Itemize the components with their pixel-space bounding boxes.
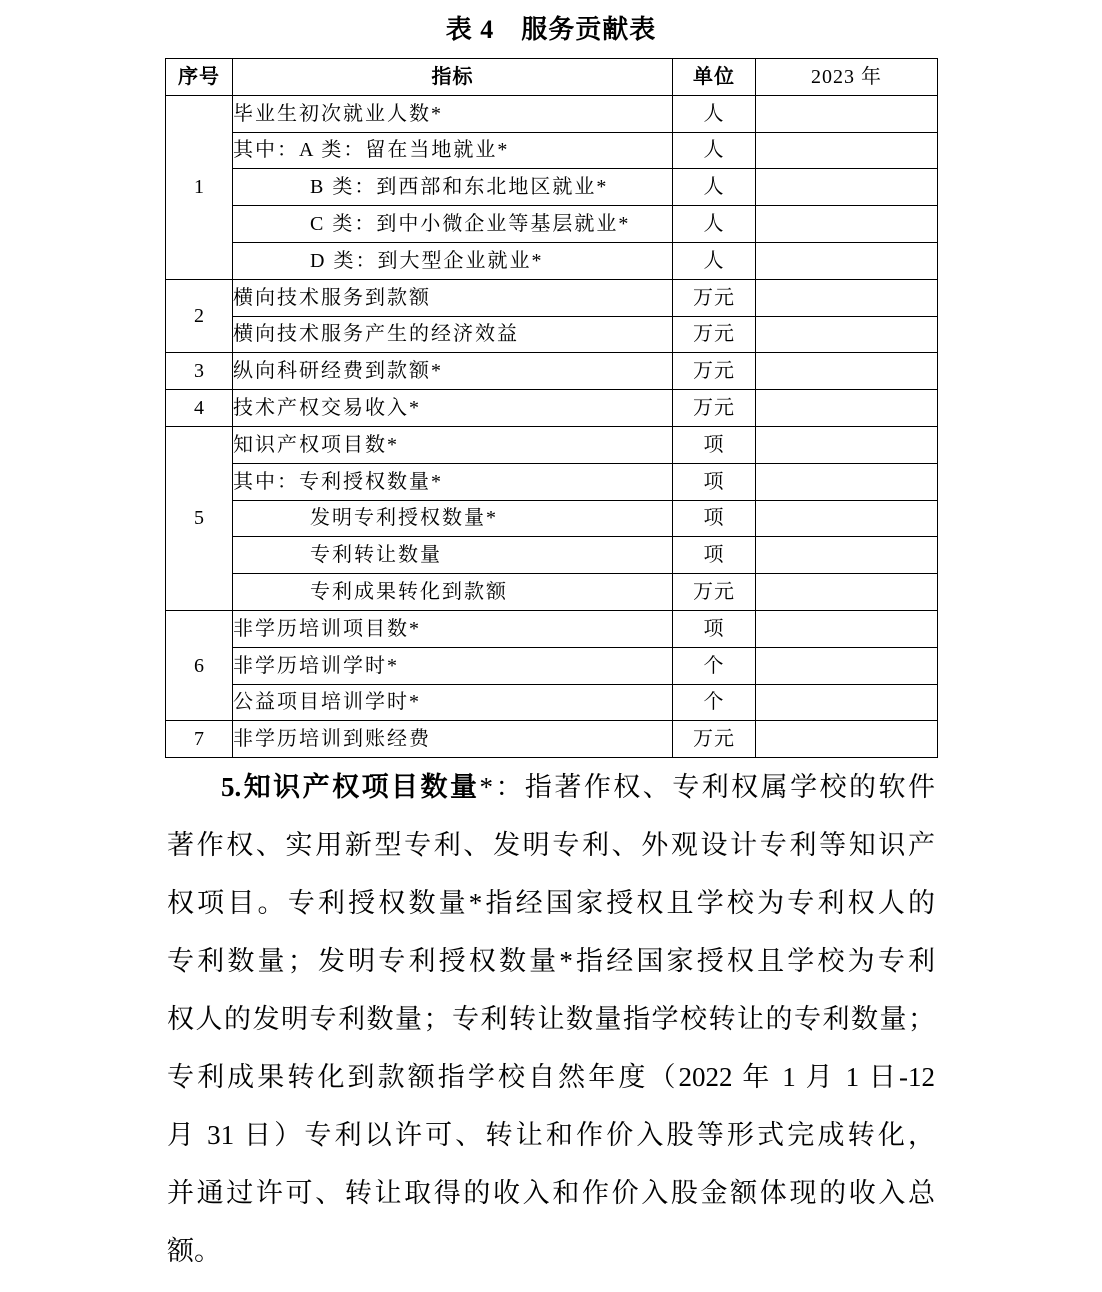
indicator-cell: 非学历培训到账经费 xyxy=(233,721,673,758)
table-row xyxy=(166,95,938,132)
indicator-cell: 技术产权交易收入* xyxy=(233,390,673,427)
value-cell xyxy=(756,206,938,243)
value-cell xyxy=(756,95,938,132)
header-indicator: 指标 xyxy=(233,59,673,96)
table-row xyxy=(166,721,938,758)
value-cell xyxy=(756,574,938,611)
value-cell xyxy=(756,537,938,574)
table-title: 表 4 服务贡献表 xyxy=(445,15,657,44)
indicator-cell: C 类：到中小微企业等基层就业* xyxy=(233,206,673,243)
table-row xyxy=(166,390,938,427)
unit-cell: 项 xyxy=(673,610,756,647)
row-group-number: 3 xyxy=(166,353,233,390)
indicator-cell: 横向技术服务产生的经济效益 xyxy=(233,316,673,353)
unit-cell: 项 xyxy=(673,463,756,500)
indicator-cell: 非学历培训学时* xyxy=(233,647,673,684)
indicator-cell: 毕业生初次就业人数* xyxy=(233,95,673,132)
row-group-number: 4 xyxy=(166,390,233,427)
unit-cell: 万元 xyxy=(673,316,756,353)
unit-cell: 人 xyxy=(673,206,756,243)
indicator-cell: 专利成果转化到款额 xyxy=(233,574,673,611)
value-cell xyxy=(756,353,938,390)
paragraph-line xyxy=(167,758,935,816)
header-year: 2023 年 xyxy=(756,59,938,96)
unit-cell: 人 xyxy=(673,242,756,279)
paragraph-line: 专利成果转化到款额指学校自然年度（2022 年 1 月 1 日-12 xyxy=(167,1062,935,1092)
table-header-row xyxy=(166,59,938,96)
indicator-cell: 横向技术服务到款额 xyxy=(233,279,673,316)
value-cell xyxy=(756,684,938,721)
header-no: 序号 xyxy=(166,59,233,96)
indicator-cell: 其中：专利授权数量* xyxy=(233,463,673,500)
unit-cell: 万元 xyxy=(673,279,756,316)
paragraph-line: 权项目。专利授权数量*指经国家授权且学校为专利权人的 xyxy=(167,888,935,918)
value-cell xyxy=(756,610,938,647)
paragraph-lead-bold: 5.知识产权项目数量 xyxy=(221,772,480,802)
paragraph-line-text: *：指著作权、专利权属学校的软件 xyxy=(479,772,935,802)
unit-cell: 万元 xyxy=(673,353,756,390)
table-row xyxy=(166,132,938,169)
paragraph-line: 月 31 日）专利以许可、转让和作价入股等形式完成转化， xyxy=(167,1120,935,1150)
unit-cell: 万元 xyxy=(673,574,756,611)
value-cell xyxy=(756,279,938,316)
table-row xyxy=(166,647,938,684)
paragraph-line: 著作权、实用新型专利、发明专利、外观设计专利等知识产 xyxy=(167,830,935,860)
table-row xyxy=(166,353,938,390)
value-cell xyxy=(756,500,938,537)
definition-paragraph xyxy=(167,758,935,1280)
table-row xyxy=(166,574,938,611)
indicator-cell: 其中：A 类：留在当地就业* xyxy=(233,132,673,169)
value-cell xyxy=(756,316,938,353)
value-cell xyxy=(756,390,938,427)
table-row xyxy=(166,610,938,647)
row-group-number: 5 xyxy=(166,426,233,610)
value-cell xyxy=(756,426,938,463)
unit-cell: 项 xyxy=(673,537,756,574)
value-cell xyxy=(756,721,938,758)
indicator-cell: D 类：到大型企业就业* xyxy=(233,242,673,279)
value-cell xyxy=(756,169,938,206)
paragraph-line: 额。 xyxy=(167,1236,221,1266)
unit-cell: 个 xyxy=(673,684,756,721)
table-row xyxy=(166,684,938,721)
table-row xyxy=(166,279,938,316)
table-row xyxy=(166,426,938,463)
indicator-cell: B 类：到西部和东北地区就业* xyxy=(233,169,673,206)
unit-cell: 万元 xyxy=(673,721,756,758)
indicator-cell: 公益项目培训学时* xyxy=(233,684,673,721)
unit-cell: 个 xyxy=(673,647,756,684)
value-cell xyxy=(756,242,938,279)
unit-cell: 人 xyxy=(673,132,756,169)
row-group-number: 7 xyxy=(166,721,233,758)
table-row xyxy=(166,463,938,500)
unit-cell: 项 xyxy=(673,500,756,537)
indicator-cell: 知识产权项目数* xyxy=(233,426,673,463)
value-cell xyxy=(756,647,938,684)
unit-cell: 人 xyxy=(673,95,756,132)
table-row xyxy=(166,500,938,537)
table-row xyxy=(166,169,938,206)
value-cell xyxy=(756,132,938,169)
indicator-cell: 纵向科研经费到款额* xyxy=(233,353,673,390)
unit-cell: 万元 xyxy=(673,390,756,427)
unit-cell: 人 xyxy=(673,169,756,206)
indicator-cell: 专利转让数量 xyxy=(233,537,673,574)
paragraph-line: 专利数量；发明专利授权数量*指经国家授权且学校为专利 xyxy=(167,946,935,976)
table-row xyxy=(166,242,938,279)
header-unit: 单位 xyxy=(673,59,756,96)
unit-cell: 项 xyxy=(673,426,756,463)
indicator-cell: 非学历培训项目数* xyxy=(233,610,673,647)
value-cell xyxy=(756,463,938,500)
row-group-number: 2 xyxy=(166,279,233,353)
indicator-cell: 发明专利授权数量* xyxy=(233,500,673,537)
table-row xyxy=(166,206,938,243)
table-row xyxy=(166,537,938,574)
row-group-number: 1 xyxy=(166,95,233,279)
service-contribution-table xyxy=(165,58,938,758)
paragraph-line: 并通过许可、转让取得的收入和作价入股金额体现的收入总 xyxy=(167,1178,935,1208)
paragraph-line: 权人的发明专利数量；专利转让数量指学校转让的专利数量； xyxy=(167,1004,935,1034)
row-group-number: 6 xyxy=(166,610,233,720)
table-row xyxy=(166,316,938,353)
